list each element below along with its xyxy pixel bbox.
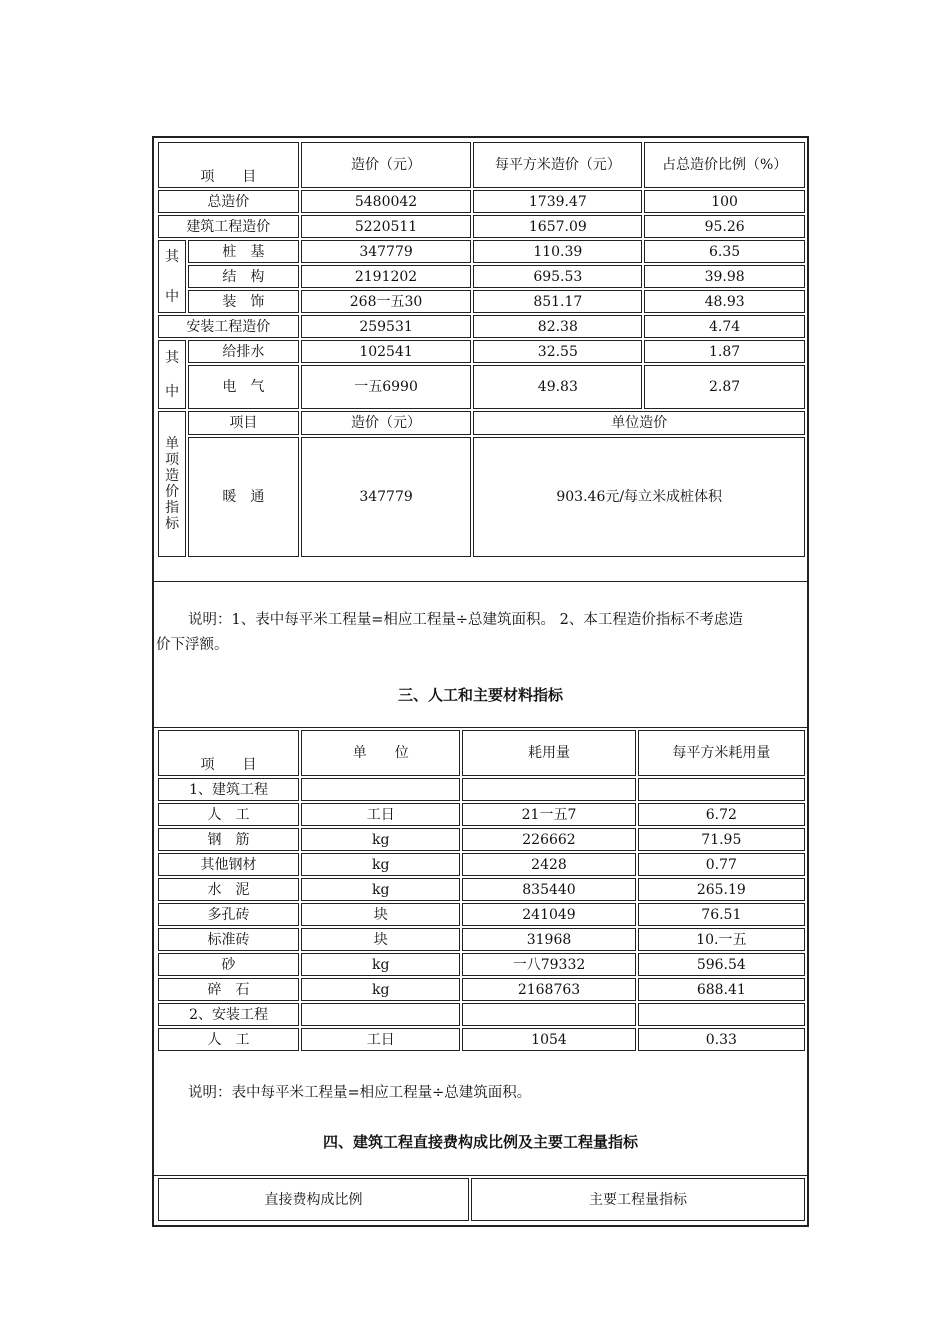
per-m2-cell: 0.33 (638, 1028, 805, 1051)
qty-cell: 241049 (462, 903, 635, 926)
row-label: 结 构 (188, 265, 299, 288)
cost-cell: 5220511 (301, 215, 472, 238)
note-1-line-1: 说明：1、表中每平米工程量=相应工程量÷总建筑面积。 2、本工程造价指标不考虑造 (188, 612, 743, 628)
table-row (158, 190, 805, 213)
direct-cost-ratio-header: 直接费构成比例 (158, 1178, 469, 1221)
main-quantity-index-header: 主要工程量指标 (471, 1178, 805, 1221)
unit-cell (301, 1003, 460, 1026)
table-row (158, 340, 805, 363)
per-m2-cell: 49.83 (473, 365, 642, 409)
table-row (158, 853, 805, 876)
table-row (158, 978, 805, 1001)
header-item: 项 目 (158, 730, 299, 776)
ratio-cell: 6.35 (644, 240, 805, 263)
cost-cell: 347779 (301, 240, 472, 263)
single-header-item: 项目 (188, 411, 299, 435)
per-m2-cell: 1739.47 (473, 190, 642, 213)
table-row (158, 953, 805, 976)
single-item: 暖 通 (188, 437, 299, 557)
per-m2-cell: 596.54 (638, 953, 805, 976)
group-label-install: 其 中 (158, 340, 186, 409)
per-m2-cell: 695.53 (473, 265, 642, 288)
header-unit: 单 位 (301, 730, 460, 776)
table-row (158, 828, 805, 851)
cost-cell: 259531 (301, 315, 472, 338)
single-header-unit: 单位造价 (473, 411, 805, 435)
row-label: 电 气 (188, 365, 299, 409)
table-row (158, 928, 805, 951)
per-m2-cell (638, 1003, 805, 1026)
single-header-cost: 造价（元） (301, 411, 472, 435)
per-m2-cell: 688.41 (638, 978, 805, 1001)
item-cell: 人 工 (158, 803, 299, 826)
cost-cell: 5480042 (301, 190, 472, 213)
table-row (158, 803, 805, 826)
row-label: 安装工程造价 (158, 315, 299, 338)
table-row (158, 437, 805, 557)
table-row (158, 315, 805, 338)
table-row (158, 240, 805, 263)
unit-cell: kg (301, 878, 460, 901)
item-cell: 1、建筑工程 (158, 778, 299, 801)
single-cost: 347779 (301, 437, 472, 557)
header-per-m2: 每平方米耗用量 (638, 730, 805, 776)
per-m2-cell: 851.17 (473, 290, 642, 313)
item-cell: 砂 (158, 953, 299, 976)
qty-cell: 21一五7 (462, 803, 635, 826)
ratio-cell: 2.87 (644, 365, 805, 409)
header-cost: 造价（元） (301, 142, 472, 188)
per-m2-cell: 1657.09 (473, 215, 642, 238)
group-label-building: 其 中 (158, 240, 186, 313)
note-2: 说明：表中每平米工程量=相应工程量÷总建筑面积。 (188, 1085, 532, 1101)
item-cell: 钢 筋 (158, 828, 299, 851)
item-cell: 2、安装工程 (158, 1003, 299, 1026)
header-qty: 耗用量 (462, 730, 635, 776)
ratio-cell: 39.98 (644, 265, 805, 288)
table-row (158, 365, 805, 409)
item-cell: 水 泥 (158, 878, 299, 901)
table-row (158, 265, 805, 288)
qty-cell: 1054 (462, 1028, 635, 1051)
unit-cell (301, 778, 460, 801)
cost-cell: 268一五30 (301, 290, 472, 313)
per-m2-cell: 110.39 (473, 240, 642, 263)
qty-cell: 一八79332 (462, 953, 635, 976)
row-label: 建筑工程造价 (158, 215, 299, 238)
per-m2-cell (638, 778, 805, 801)
table-row (158, 215, 805, 238)
cost-cell: 一五6990 (301, 365, 472, 409)
per-m2-cell: 82.38 (473, 315, 642, 338)
row-label: 给排水 (188, 340, 299, 363)
section-4-title: 四、建筑工程直接费构成比例及主要工程量指标 (322, 1133, 638, 1151)
qty-cell: 2168763 (462, 978, 635, 1001)
per-m2-cell: 71.95 (638, 828, 805, 851)
ratio-cell: 1.87 (644, 340, 805, 363)
ratio-cell: 48.93 (644, 290, 805, 313)
item-cell: 碎 石 (158, 978, 299, 1001)
item-cell: 其他钢材 (158, 853, 299, 876)
table-row (158, 1028, 805, 1051)
qty-cell: 835440 (462, 878, 635, 901)
ratio-cell: 95.26 (644, 215, 805, 238)
table-row (158, 1003, 805, 1026)
per-m2-cell: 0.77 (638, 853, 805, 876)
unit-cell: kg (301, 953, 460, 976)
table-row (158, 878, 805, 901)
table-row (158, 778, 805, 801)
qty-cell (462, 778, 635, 801)
cost-cell: 102541 (301, 340, 472, 363)
cost-cell: 2191202 (301, 265, 472, 288)
item-cell: 标准砖 (158, 928, 299, 951)
per-m2-cell: 10.一五 (638, 928, 805, 951)
unit-cell: kg (301, 978, 460, 1001)
group-label-single-index: 单 项 造 价 指 标 (158, 411, 186, 557)
qty-cell: 226662 (462, 828, 635, 851)
single-unit-cost: 903.46元/每立米成桩体积 (473, 437, 805, 557)
row-label: 总造价 (158, 190, 299, 213)
unit-cell: 块 (301, 903, 460, 926)
ratio-cell: 100 (644, 190, 805, 213)
divider (154, 581, 807, 582)
row-label: 桩 基 (188, 240, 299, 263)
per-m2-cell: 32.55 (473, 340, 642, 363)
table-row (158, 411, 805, 435)
unit-cell: 工日 (301, 1028, 460, 1051)
per-m2-cell: 76.51 (638, 903, 805, 926)
section-3-title: 三、人工和主要材料指标 (397, 686, 563, 704)
item-cell: 多孔砖 (158, 903, 299, 926)
unit-cell: kg (301, 828, 460, 851)
unit-cell: 块 (301, 928, 460, 951)
header-per-m2: 每平方米造价（元） (473, 142, 642, 188)
row-label: 装 饰 (188, 290, 299, 313)
qty-cell: 31968 (462, 928, 635, 951)
header-ratio: 占总造价比例（%） (644, 142, 805, 188)
per-m2-cell: 265.19 (638, 878, 805, 901)
direct-cost-table (156, 1176, 807, 1223)
qty-cell: 2428 (462, 853, 635, 876)
unit-cell: 工日 (301, 803, 460, 826)
per-m2-cell: 6.72 (638, 803, 805, 826)
table-row (158, 290, 805, 313)
unit-cell: kg (301, 853, 460, 876)
qty-cell (462, 1003, 635, 1026)
materials-table (156, 728, 807, 1053)
cost-summary-table (156, 140, 807, 559)
ratio-cell: 4.74 (644, 315, 805, 338)
table-row (158, 903, 805, 926)
item-cell: 人 工 (158, 1028, 299, 1051)
header-item: 项 目 (158, 142, 299, 188)
note-1-line-2: 价下浮额。 (156, 637, 229, 653)
